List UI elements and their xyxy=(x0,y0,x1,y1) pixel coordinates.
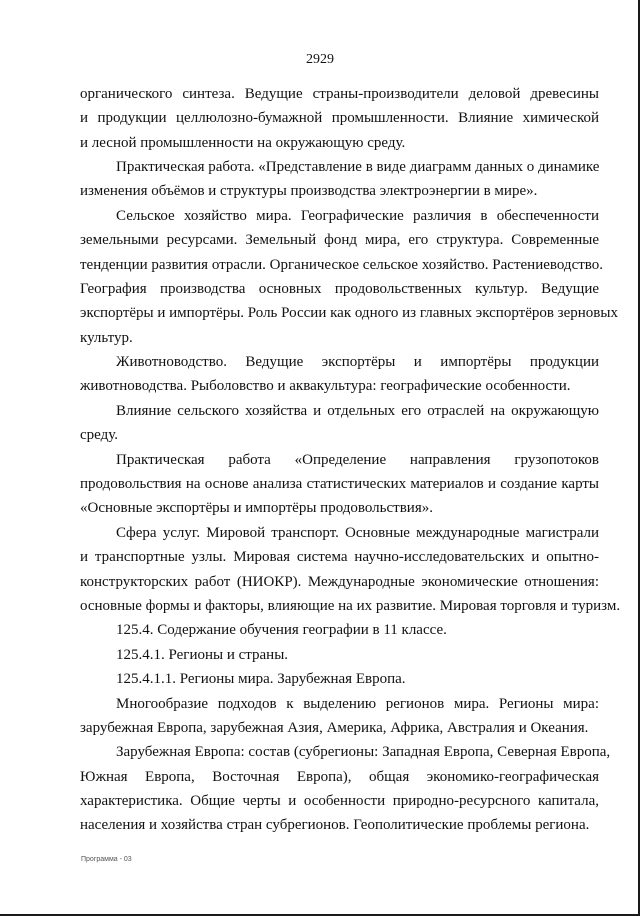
text-line: Практическая работа. «Представление в виде диаграмм данных о динамике xyxy=(116,159,600,175)
text-line: и лесной промышленности на окружающую среду. xyxy=(80,135,406,151)
text-line: экспортёры и импортёры. Роль России как одного из главных экспортёров зерновых xyxy=(80,305,618,321)
text-line: Сельское хозяйство мира. Географические различия в обеспеченности xyxy=(116,208,599,224)
text-line: и продукции целлюлозно-бумажной промышленности. Влияние химической xyxy=(80,110,599,126)
text-line: Практическая работа «Определение направления грузопотоков xyxy=(116,452,599,468)
text-line: земельными ресурсами. Земельный фонд мира, его структура. Современные xyxy=(80,232,599,248)
text-line: животноводства. Рыболовство и аквакультура: географические особенности. xyxy=(80,378,571,394)
text-line: тенденции развития отрасли. Органическое сельское хозяйство. Растениеводство. xyxy=(80,257,604,273)
text-line: Многообразие подходов к выделению регионов мира. Регионы мира: xyxy=(116,696,599,712)
text-line: География производства основных продовольственных культур. Ведущие xyxy=(80,281,599,297)
text-line: Сфера услуг. Мировой транспорт. Основные международные магистрали xyxy=(116,525,599,541)
text-line: населения и хозяйства стран субрегионов. Геополитические проблемы региона. xyxy=(80,817,590,833)
text-line: и транспортные узлы. Мировая система научно-исследовательских и опытно- xyxy=(80,549,599,565)
text-line: культур. xyxy=(80,330,133,346)
text-line: изменения объёмов и структуры производства электроэнергии в мире». xyxy=(80,183,538,199)
page-number: 2929 xyxy=(306,52,334,67)
text-line: «Основные экспортёры и импортёры продовольствия». xyxy=(80,500,433,516)
text-line: продовольствия на основе анализа статистических материалов и создание карты xyxy=(80,476,599,492)
text-line: Животноводство. Ведущие экспортёры и импортёры продукции xyxy=(116,354,599,370)
text-line: конструкторских работ (НИОКР). Международные экономические отношения: xyxy=(80,574,599,590)
text-line: зарубежная Европа, зарубежная Азия, Америка, Африка, Австралия и Океания. xyxy=(80,720,589,736)
text-line: Зарубежная Европа: состав (субрегионы: Западная Европа, Северная Европа, xyxy=(116,744,611,760)
text-line: основные формы и факторы, влияющие на их развитие. Мировая торговля и туризм. xyxy=(80,598,621,614)
section-heading: 125.4.1.1. Регионы мира. Зарубежная Европа. xyxy=(116,671,406,687)
text-line: среду. xyxy=(80,427,118,443)
page-footer: Программа - 03 xyxy=(81,856,132,863)
section-heading: 125.4.1. Регионы и страны. xyxy=(116,647,289,663)
text-line: Южная Европа, Восточная Европа), общая экономико-географическая xyxy=(80,769,599,785)
section-heading: 125.4. Содержание обучения географии в 11 классе. xyxy=(116,622,447,638)
text-line: характеристика. Общие черты и особенности природно-ресурсного капитала, xyxy=(80,793,599,809)
text-line: органического синтеза. Ведущие страны-производители деловой древесины xyxy=(80,86,599,102)
text-line: Влияние сельского хозяйства и отдельных его отраслей на окружающую xyxy=(116,403,599,419)
